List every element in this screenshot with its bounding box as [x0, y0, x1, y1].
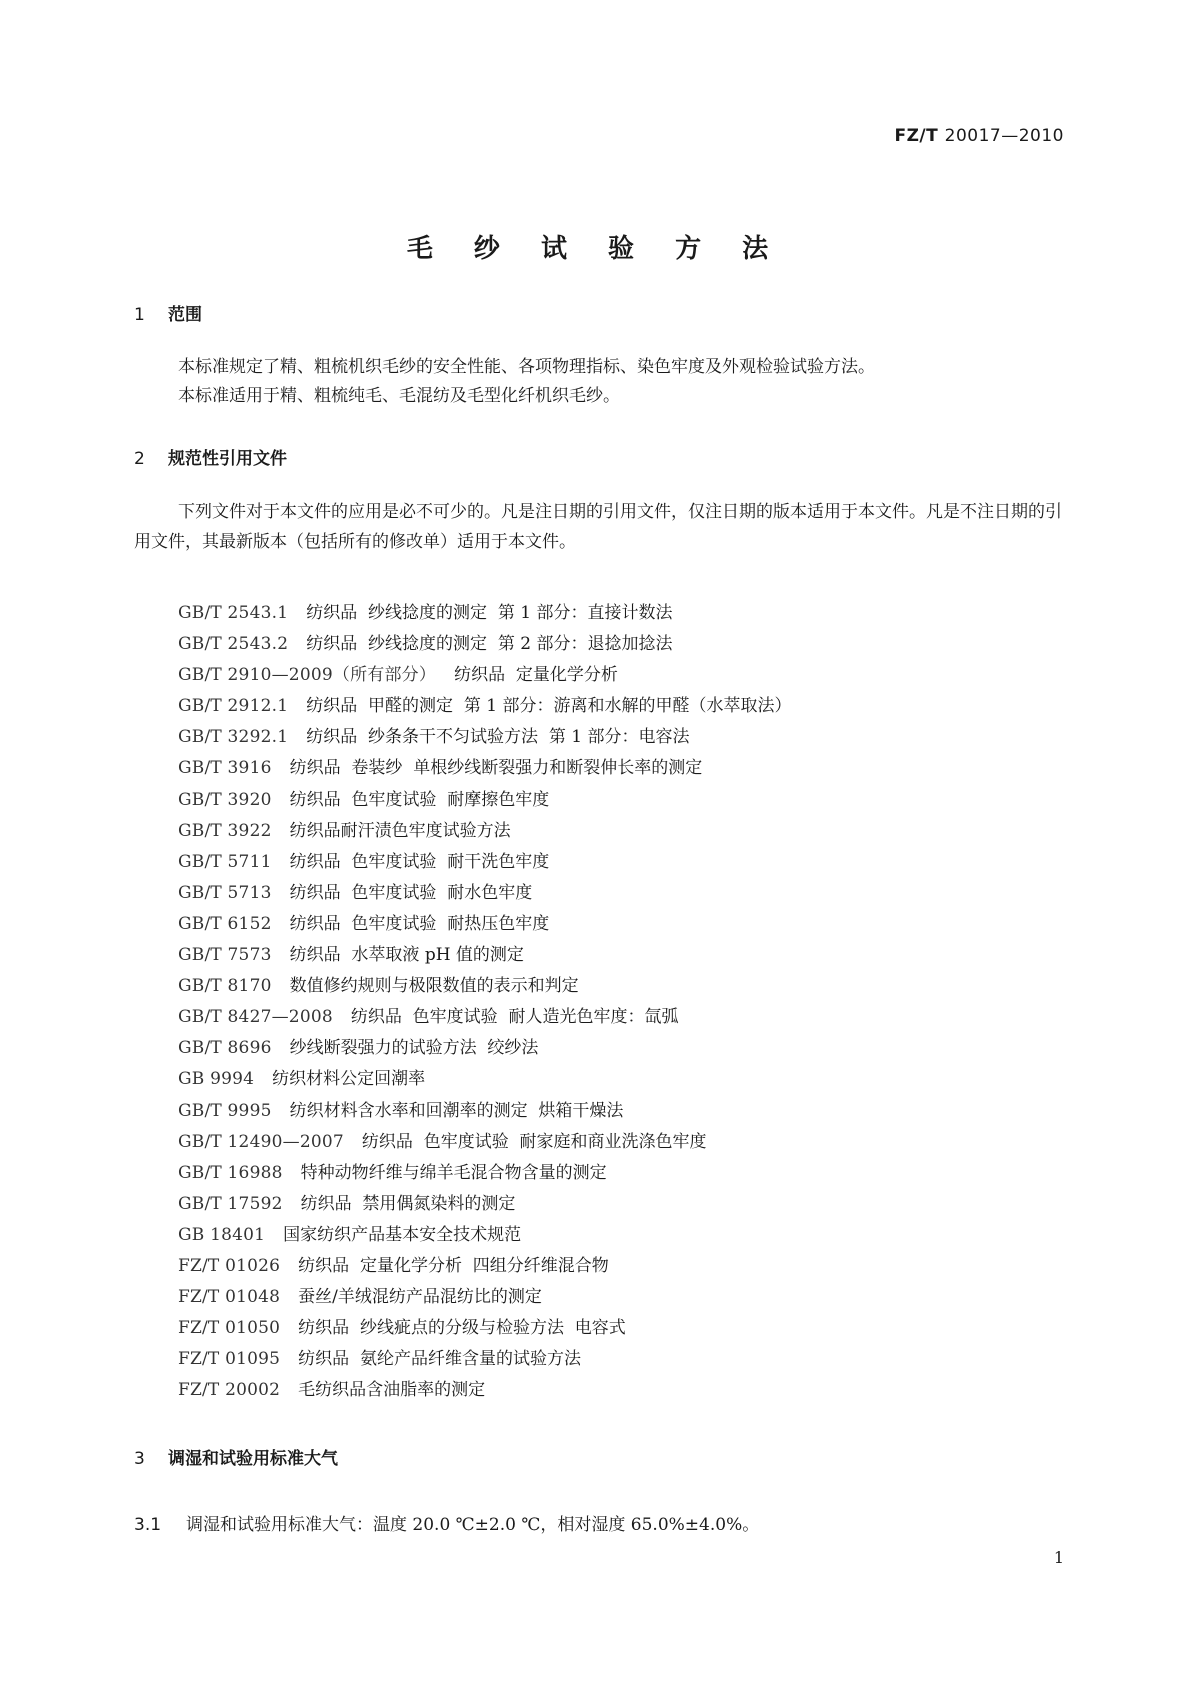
reference-item: [178, 691, 791, 722]
reference-code: GB/T 8427—2008: [178, 1007, 333, 1028]
reference-item: [178, 847, 791, 878]
reference-code: FZ/T 01050: [178, 1318, 281, 1339]
reference-title: 纺织品 色牢度试验 耐摩擦色牢度: [289, 789, 550, 810]
reference-title: 数值修约规则与极限数值的表示和判定: [289, 976, 579, 997]
reference-title: 纺织品 色牢度试验 耐干洗色牢度: [289, 851, 550, 872]
reference-item: [178, 629, 791, 660]
reference-code: GB/T 6152: [178, 913, 272, 934]
reference-code: GB/T 2912.1: [178, 696, 289, 717]
reference-code: GB/T 8170: [178, 976, 272, 997]
section-3-heading: [134, 1444, 338, 1469]
reference-title: 纱线断裂强力的试验方法 绞纱法: [289, 1038, 539, 1059]
standard-code-prefix: FZ/T: [894, 126, 939, 146]
reference-item: [178, 1127, 791, 1158]
reference-item: [178, 1096, 791, 1127]
reference-title: 纺织材料公定回潮率: [272, 1069, 426, 1090]
reference-code: GB/T 5713: [178, 882, 272, 903]
clause-3-1: [134, 1510, 759, 1535]
reference-code: GB 9994: [178, 1069, 255, 1090]
reference-title: 蚕丝/羊绒混纺产品混纺比的测定: [298, 1287, 542, 1308]
reference-item: [178, 1313, 791, 1344]
reference-list: [178, 598, 791, 1406]
section-title: 调湿和试验用标准大气: [168, 1449, 338, 1469]
reference-item: [178, 1251, 791, 1282]
reference-code: GB/T 5711: [178, 851, 272, 872]
document-title: 毛 纱 试 验 方 法: [406, 234, 785, 264]
reference-title: 纺织品 卷装纱 单根纱线断裂强力和断裂伸长率的测定: [289, 758, 703, 779]
reference-title: 纺织品 色牢度试验 耐水色牢度: [289, 882, 533, 903]
reference-title: 纺织品 纱线疵点的分级与检验方法 电容式: [298, 1318, 626, 1339]
reference-title: 纺织品 纱线捻度的测定 第 1 部分：直接计数法: [306, 603, 673, 623]
reference-title: 纺织品 定量化学分析 四组分纤维混合物: [298, 1255, 609, 1276]
reference-code: GB/T 3920: [178, 789, 272, 810]
reference-item: [178, 1344, 791, 1375]
reference-item: [178, 785, 791, 816]
reference-title: 纺织材料含水率和回潮率的测定 烘箱干燥法: [289, 1100, 624, 1121]
reference-code: GB/T 2910—2009（所有部分）: [178, 665, 437, 686]
reference-title: 特种动物纤维与绵羊毛混合物含量的测定: [300, 1162, 607, 1183]
reference-item: [178, 1033, 791, 1064]
reference-title: 国家纺织产品基本安全技术规范: [283, 1224, 522, 1245]
reference-title: 纺织品 色牢度试验 耐人造光色牢度：氙弧: [350, 1007, 679, 1028]
reference-code: FZ/T 01048: [178, 1287, 281, 1308]
scope-paragraph-2: 本标准适用于精、粗梳纯毛、毛混纺及毛型化纤机织毛纱。: [178, 386, 620, 406]
reference-title: 纺织品 水萃取液 pH 值的测定: [289, 945, 524, 966]
reference-code: FZ/T 01095: [178, 1349, 281, 1370]
section-number: 1: [134, 305, 145, 325]
section-title: 范围: [168, 305, 202, 325]
reference-title: 纺织品 纱线捻度的测定 第 2 部分：退捻加捻法: [306, 634, 673, 655]
reference-item: [178, 1064, 791, 1095]
reference-code: GB/T 2543.2: [178, 634, 289, 655]
reference-title: 纺织品耐汗渍色牢度试验方法: [289, 820, 511, 841]
reference-item: [178, 816, 791, 847]
references-intro: 下列文件对于本文件的应用是必不可少的。凡是注日期的引用文件，仅注日期的版本适用于本文件。凡是不注日期的引用文件，其最新版本（包括所有的修改单）适用于本文件。: [134, 502, 1062, 552]
reference-item: [178, 598, 791, 629]
reference-code: GB/T 9995: [178, 1100, 272, 1121]
reference-title: 纺织品 纱条条干不匀试验方法 第 1 部分：电容法: [306, 727, 690, 748]
reference-code: GB/T 3292.1: [178, 727, 289, 748]
clause-text: 调湿和试验用标准大气：温度 20.0 ℃±2.0 ℃，相对湿度 65.0%±4.0%。: [186, 1515, 760, 1535]
reference-item: [178, 722, 791, 753]
reference-code: FZ/T 20002: [178, 1380, 281, 1401]
page-number: 1: [1053, 1548, 1064, 1567]
reference-title: 纺织品 氨纶产品纤维含量的试验方法: [298, 1349, 581, 1370]
reference-item: [178, 1158, 791, 1189]
reference-code: GB/T 8696: [178, 1038, 272, 1059]
reference-code: GB/T 3916: [178, 758, 272, 779]
reference-title: 纺织品 禁用偶氮染料的测定: [300, 1193, 516, 1214]
standard-code-number: 20017—2010: [944, 126, 1064, 146]
reference-code: GB 18401: [178, 1224, 266, 1245]
reference-code: GB/T 16988: [178, 1162, 283, 1183]
section-1-heading: [134, 300, 202, 325]
reference-title: 毛纺织品含油脂率的测定: [298, 1380, 486, 1401]
reference-item: [178, 1220, 791, 1251]
reference-code: GB/T 7573: [178, 945, 272, 966]
section-number: 3: [134, 1449, 145, 1469]
reference-item: [178, 940, 791, 971]
section-title: 规范性引用文件: [168, 449, 287, 469]
reference-item: [178, 1002, 791, 1033]
reference-item: [178, 1189, 791, 1220]
reference-item: [178, 909, 791, 940]
reference-item: [178, 878, 791, 909]
scope-paragraph-1: 本标准规定了精、粗梳机织毛纱的安全性能、各项物理指标、染色牢度及外观检验试验方法。: [178, 357, 875, 377]
clause-number: 3.1: [134, 1515, 162, 1535]
reference-code: GB/T 3922: [178, 820, 272, 841]
standard-code: [894, 126, 1064, 146]
reference-title: 纺织品 甲醛的测定 第 1 部分：游离和水解的甲醛（水萃取法）: [306, 696, 792, 717]
section-2-heading: [134, 444, 287, 469]
reference-title: 纺织品 色牢度试验 耐家庭和商业洗涤色牢度: [361, 1131, 707, 1152]
reference-code: GB/T 2543.1: [178, 603, 289, 623]
reference-item: [178, 753, 791, 784]
reference-code: GB/T 17592: [178, 1193, 283, 1214]
reference-item: [178, 660, 791, 691]
reference-code: GB/T 12490—2007: [178, 1131, 344, 1152]
reference-item: [178, 1375, 791, 1406]
reference-title: 纺织品 色牢度试验 耐热压色牢度: [289, 913, 550, 934]
reference-item: [178, 971, 791, 1002]
section-number: 2: [134, 449, 145, 469]
reference-title: 纺织品 定量化学分析: [454, 665, 618, 686]
reference-code: FZ/T 01026: [178, 1255, 281, 1276]
reference-item: [178, 1282, 791, 1313]
